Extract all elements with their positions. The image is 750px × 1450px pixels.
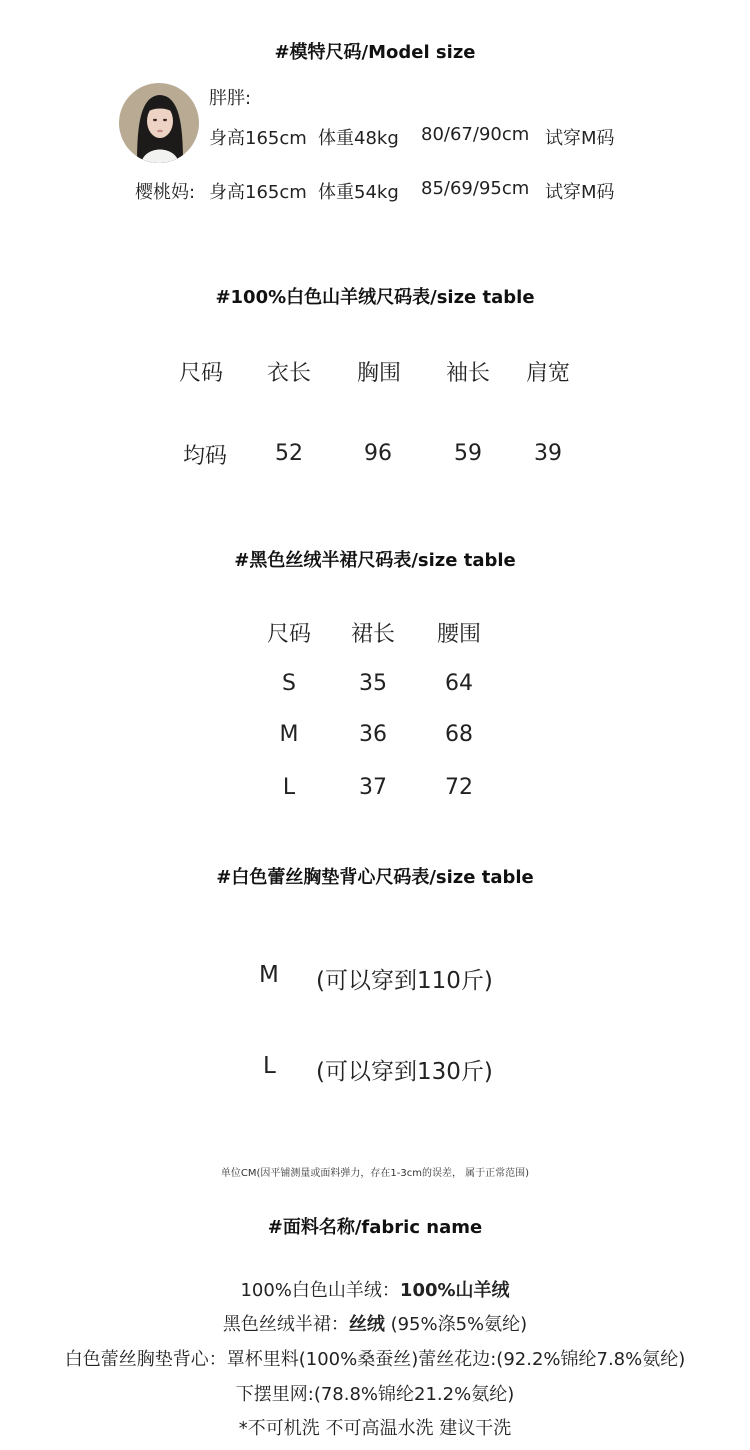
model2-measurements: 85/69/95cm — [421, 178, 530, 199]
model2-weight: 体重54kg — [318, 182, 399, 203]
table-header-cell: 尺码 — [266, 622, 311, 647]
table-cell: 36 — [359, 722, 387, 747]
unit-note: 单位CM(因平铺测量或面料弹力，存在1-3cm的误差， 属于正常范围) — [220, 1168, 530, 1179]
table-cell: 59 — [454, 441, 482, 466]
table-header-cell: 衣长 — [266, 361, 311, 386]
fabric-value: 丝绒 — [348, 1314, 385, 1335]
table-cell: 72 — [445, 775, 473, 800]
table-header-cell: 袖长 — [445, 361, 490, 386]
vest-note: (可以穿到130斤) — [316, 1059, 493, 1085]
care-instructions: *不可机洗 不可高温水洗 建议干洗 — [238, 1418, 512, 1439]
fabric-label: 100%白色山羊绒： — [240, 1280, 400, 1301]
vest-size: L — [263, 1053, 276, 1079]
fabric-line-mesh: 下摆里网:(78.8%锦纶21.2%氨纶) — [235, 1384, 515, 1405]
table-cell: 52 — [275, 441, 303, 466]
fabric-line-cashmere — [0, 1276, 750, 1302]
model1-height: 身高165cm — [209, 128, 307, 149]
table-cell: 68 — [445, 722, 473, 747]
table-cell: 均码 — [182, 444, 227, 469]
model1-measurements: 80/67/90cm — [421, 124, 530, 145]
table-cell: M — [279, 722, 299, 747]
table-header-cell: 腰围 — [436, 622, 481, 647]
table-cell: 35 — [359, 671, 387, 696]
vest-table-heading: #白色蕾丝胸垫背心尺码表/size table — [216, 867, 534, 888]
fabric-line-skirt — [0, 1310, 750, 1336]
model1-weight: 体重48kg — [318, 128, 399, 149]
fabric-value: 100%山羊绒 — [399, 1280, 510, 1301]
model2-name: 樱桃妈: — [135, 182, 196, 203]
table-header-cell: 肩宽 — [525, 361, 570, 386]
table-header-cell: 胸围 — [356, 361, 401, 386]
vest-note: (可以穿到110斤) — [316, 968, 493, 994]
fabric-detail: (95%涤5%氨纶) — [390, 1314, 528, 1335]
table-cell: 96 — [364, 441, 392, 466]
table-cell: 64 — [445, 671, 473, 696]
model1-size: 试穿M码 — [545, 128, 615, 149]
table-header-cell: 裙长 — [350, 622, 395, 647]
model1-name: 胖胖: — [209, 88, 252, 109]
fabric-heading: #面料名称/fabric name — [267, 1217, 483, 1238]
table-cell: 39 — [534, 441, 562, 466]
table-cell: S — [282, 671, 296, 696]
model2-height: 身高165cm — [209, 182, 307, 203]
table-cell: L — [282, 775, 296, 800]
model2-size: 试穿M码 — [545, 182, 615, 203]
table-header-cell: 尺码 — [178, 361, 223, 386]
vest-size: M — [259, 962, 279, 988]
fabric-label: 黑色丝绒半裙： — [222, 1314, 349, 1335]
table-cell: 37 — [359, 775, 387, 800]
model-avatar — [119, 83, 199, 163]
model-size-heading: #模特尺码/Model size — [274, 42, 476, 63]
skirt-table-heading: #黑色丝绒半裙尺码表/size table — [234, 550, 516, 571]
cashmere-table-heading: #100%白色山羊绒尺码表/size table — [215, 287, 535, 308]
fabric-line-vest: 白色蕾丝胸垫背心：罩杯里料(100%桑蚕丝)蕾丝花边:(92.2%锦纶7.8%氨纶) — [64, 1349, 686, 1370]
